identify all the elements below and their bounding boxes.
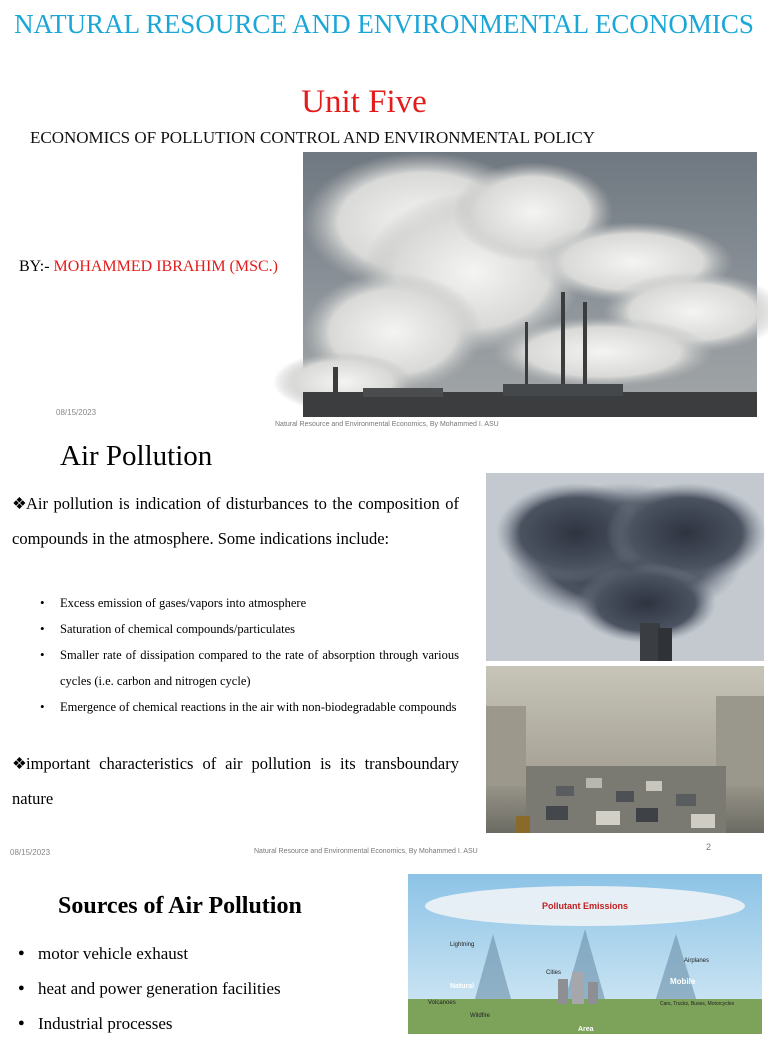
pollutant-emissions-diagram [408, 874, 762, 1034]
diagram-label: Airplanes [684, 958, 710, 964]
diagram-label: Area [578, 1026, 594, 1033]
list-item: • Saturation of chemical compounds/particulates [40, 616, 459, 642]
diagram-label: Mobile [670, 977, 696, 986]
diagram-label: Volcanoes [428, 1000, 456, 1006]
list-item: • Excess emission of gases/vapors into atmosphere [40, 590, 459, 616]
list-item: • Smaller rate of dissipation compared to the rate of absorption through various cycles (i.e. carbon and nitrogen cycle) [40, 642, 459, 694]
author-line [19, 256, 278, 278]
diagram-label: Cars, Trucks, Buses, Motorcycles [660, 1001, 735, 1007]
characteristics-paragraph [12, 746, 459, 816]
slide2-footer: Natural Resource and Environmental Economics, By Mohammed I. ASU [254, 848, 478, 855]
diamond-bullet-icon: ❖ [12, 754, 27, 773]
list-item: ● motor vehicle exhaust [18, 936, 281, 971]
diagram-label: Lightning [450, 942, 475, 948]
slide2-heading: Air Pollution [60, 440, 213, 472]
course-title: NATURAL RESOURCE AND ENVIRONMENTAL ECONOMICS [14, 9, 754, 39]
sources-slide [0, 860, 768, 1033]
unit-subtitle: ECONOMICS OF POLLUTION CONTROL AND ENVIRONMENTAL POLICY [30, 128, 595, 147]
smokestack-photo [486, 473, 764, 661]
slide3-heading: Sources of Air Pollution [58, 893, 302, 919]
unit-title: Unit Five [301, 84, 427, 120]
characteristics-text: important characteristics of air pollution is its transboundary nature [12, 754, 459, 808]
slide1-date: 08/15/2023 [56, 408, 97, 417]
factory-smoke-photo [303, 152, 757, 417]
slide2-page-number: 2 [706, 842, 712, 852]
slide2-date: 08/15/2023 [10, 848, 51, 857]
smog-traffic-photo [486, 666, 764, 833]
author-name: MOHAMMED IBRAHIM (MSC.) [53, 258, 278, 275]
list-item: ● heat and power generation facilities [18, 971, 281, 1006]
air-pollution-slide [0, 430, 768, 860]
diagram-title: Pollutant Emissions [541, 901, 629, 911]
list-item: • Emergence of chemical reactions in the air with non-biodegradable compounds [40, 694, 459, 720]
sources-list [18, 936, 281, 1041]
indications-list [40, 590, 459, 720]
intro-text: Air pollution is indication of disturbances to the composition of compounds in the atmosphere. Some indications include: [12, 494, 459, 548]
by-label: BY:- [19, 258, 54, 275]
diagram-label: Natural [450, 983, 475, 990]
slide1-footer: Natural Resource and Environmental Economics, By Mohammed I. ASU [275, 421, 499, 428]
diagram-label: Cities [546, 970, 562, 976]
diamond-bullet-icon: ❖ [12, 494, 27, 513]
title-slide [0, 0, 768, 430]
list-item: ● Industrial processes [18, 1006, 281, 1041]
intro-paragraph [12, 486, 459, 556]
diagram-label: Wildfire [470, 1013, 491, 1019]
